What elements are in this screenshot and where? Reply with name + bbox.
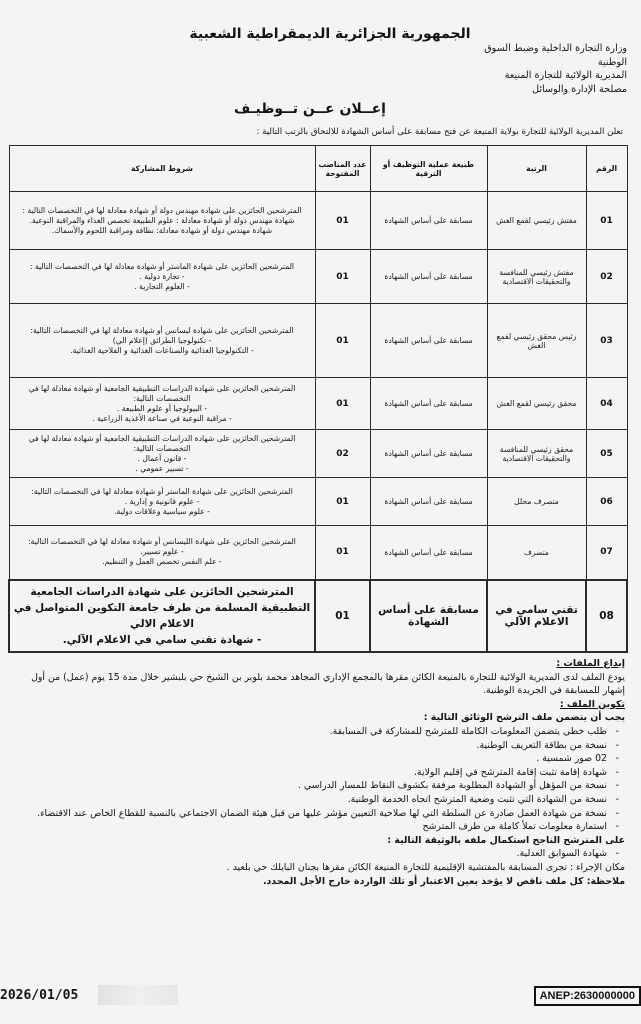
row-method: مسابقة على أساس الشهادة <box>370 580 487 652</box>
row-num: 04 <box>586 378 627 430</box>
deposit-text: يودع الملف لدى المديرية الولائية للتجارة بالمنيعة الكائن مقرها بالمجمع الإداري المجاهد محمد بلوبر بن الشيخ حي بلبشير خلال مدة 15 يوم (عمل) من أول إشهار للمسابقة في الجريدة الوطنية. <box>31 671 625 697</box>
condition-line: المترشحين الحائزين على شهادة الماستر أو شهادة معادلة لها في التخصصات التالية : <box>29 261 295 271</box>
table-row <box>9 192 627 250</box>
condition-line: - العلوم التجارية . <box>134 281 190 291</box>
condition-line: المترشحين الحائزين على شهادة الليسانس أو شهادة معادلة لها في التخصصات التالية: <box>28 537 296 547</box>
row-conditions <box>9 192 315 250</box>
table-row <box>9 430 627 478</box>
row-num: 06 <box>586 478 627 526</box>
organization-block <box>407 42 627 96</box>
row-conditions <box>9 580 315 652</box>
header-rank: الرتبة <box>487 146 586 192</box>
row-method: مسابقة على أساس الشهادة <box>370 250 487 304</box>
org-line: وزارة التجارة الداخلية وضبط السوق <box>484 43 627 54</box>
row-conditions <box>9 378 315 430</box>
condition-line: - قانون أعمال . <box>137 453 187 463</box>
list-item: - 02 صور شمسية . <box>12 752 607 766</box>
condition-line: - علوم قانونية و إدارية . <box>124 496 200 506</box>
row-conditions <box>9 430 315 478</box>
successful-docs-list <box>12 847 625 861</box>
row-rank: متصرف <box>487 526 586 580</box>
venue-text: مكان الإجراء : تجرى المسابقة بالمفتشية الإقليمية للتجارة المنيعة الكائن مقرها بجنان البايلك حي بلعيد . <box>226 861 625 873</box>
announcement-title: إعــلان عــن تــوظيـف <box>234 101 386 117</box>
row-method: مسابقة على أساس الشهادة <box>370 378 487 430</box>
condition-line: شهادة مهندس دولة أو شهادة معادلة : علوم الطبيعة تخصص الغذاء والمراقبة النوعية. <box>29 215 295 225</box>
note-text: ملاحظة: كل ملف ناقص لا يؤخذ بعين الاعتبار أو تلك الواردة خارج الأجل المحدد. <box>262 875 625 887</box>
row-method: مسابقة على أساس الشهادة <box>370 430 487 478</box>
row-method: مسابقة على أساس الشهادة <box>370 478 487 526</box>
recruitment-table <box>8 145 628 653</box>
table-header-row <box>9 146 627 192</box>
condition-line: - البيولوجيا أو علوم الطبيعة . <box>116 403 208 413</box>
condition-line: - التكنولوجيا الغذائية والصناعات الغذائية و الفلاحية الغذائية. <box>70 345 254 355</box>
condition-line: - تسيير عمومي . <box>135 463 189 473</box>
row-conditions <box>9 478 315 526</box>
list-item: - نسخة من شهادة العمل صادرة عن السلطة التي لها صلاحية التعيين مؤشر عليها من قبل هيئة الضمان الاجتماعي بالنسبة للقطاع الخاص عند الاقتضاء. <box>12 807 607 821</box>
table-row <box>9 250 627 304</box>
row-count: 01 <box>315 378 370 430</box>
row-count: 01 <box>315 192 370 250</box>
row-num: 03 <box>586 304 627 378</box>
row-count: 01 <box>315 580 370 652</box>
row-conditions <box>9 250 315 304</box>
row-rank: محقق رئيسي للمنافسة والتحقيقات الاقتصادية <box>487 430 586 478</box>
row-rank: مفتش رئيسي للمنافسة والتحقيقات الاقتصادية <box>487 250 586 304</box>
list-item: - نسخة من الشهادة التي تثبت وضعية المترشح اتجاه الخدمة الوطنية. <box>12 793 607 807</box>
table-row <box>9 580 627 652</box>
table-row <box>9 478 627 526</box>
row-rank: متصرف محلل <box>487 478 586 526</box>
row-count: 02 <box>315 430 370 478</box>
condition-line: - علوم سياسية وعلاقات دولية. <box>114 506 210 516</box>
condition-line: المترشحين الحائزين على شهادة الماستر أو شهادة معادلة لها في التخصصات التالية: <box>31 486 293 496</box>
table-row <box>9 378 627 430</box>
row-conditions <box>9 526 315 580</box>
list-item: - شهادة إقامة تثبت إقامة المترشح في إقليم الولاية. <box>12 766 607 780</box>
row-count: 01 <box>315 526 370 580</box>
row-count: 01 <box>315 250 370 304</box>
list-item: - طلب خطي يتضمن المعلومات الكاملة للمترشح للمشاركة في المسابقة. <box>12 725 607 739</box>
condition-line: - علوم تسيير. <box>140 547 184 557</box>
list-item: - نسخة من بطاقة التعريف الوطنية. <box>12 739 607 753</box>
publication-date: 2026/01/05 <box>0 988 79 1003</box>
republic-title: الجمهورية الجزائرية الديمقراطية الشعبية <box>189 26 471 42</box>
table-row <box>9 304 627 378</box>
successful-heading: على المترشح الناجح استكمال ملفه بالوثيقة التالية : <box>387 834 625 846</box>
row-method: مسابقة على أساس الشهادة <box>370 192 487 250</box>
header-num: الرقم <box>586 146 627 192</box>
row-num: 07 <box>586 526 627 580</box>
condition-line: - شهادة تقني سامي في الاعلام الآلي. <box>62 633 262 646</box>
org-line: المديرية الولائية للتجارة المنيعة <box>504 70 627 82</box>
condition-line: - علم النفس تخصص العمل و التنظيم. <box>102 557 222 567</box>
row-rank: تقني سامي في الاعلام الآلي <box>487 580 586 652</box>
composition-heading: تكوين الملف : <box>559 698 625 710</box>
files-heading: إيداع الملفات : <box>556 658 625 669</box>
org-line: مصلحة الإدارة والوسائل <box>532 83 627 95</box>
condition-line: - تكنولوجيا الطرائق (إعلام الي) <box>112 335 212 345</box>
list-item: - نسخة من المؤهل أو الشهادة المطلوبة مرفقة بكشوف النقاط للمسار الدراسي . <box>12 779 607 793</box>
condition-line: المترشحين الحائزين على شهادة الدراسات الجامعية التطبيقية المسلمة من طرف جامعة التكوين المتواصل في الاعلام الالي <box>13 585 311 630</box>
documents-list <box>12 725 625 834</box>
must-include-text: يجب أن يتضمن ملف الترشح الوثائق التالية : <box>423 712 625 724</box>
condition-line: - مراقبة النوعية في صناعة الأغذية الزراعية . <box>92 413 232 423</box>
anep-reference: ANEP:2630000000 <box>534 986 641 1006</box>
row-num: 05 <box>586 430 627 478</box>
row-count: 01 <box>315 478 370 526</box>
row-rank: محقق رئيسي لقمع الغش <box>487 378 586 430</box>
condition-line: - تجارة دولية . <box>139 271 185 281</box>
table-row <box>9 526 627 580</box>
row-count: 01 <box>315 304 370 378</box>
smudge <box>98 985 178 1005</box>
header-conditions: شروط المشاركة <box>9 146 315 192</box>
files-section <box>12 657 625 888</box>
row-num: 02 <box>586 250 627 304</box>
intro-text: تعلن المديرية الولائية للتجارة بولاية المنيعة عن فتح مسابقة على أساس الشهادة للالتحاق بالرتب التالية : <box>256 127 623 137</box>
condition-line: شهادة مهندس دولة أو شهادة معادلة: نظافة ومراقبة اللحوم والأسماك. <box>51 225 273 235</box>
header-count: عدد المناصب المفتوحة <box>315 146 370 192</box>
condition-line: المترشحين الحائزين على شهادة ليسانس أو شهادة معادلة لها في التخصصات التالية: <box>30 325 294 335</box>
org-line: الوطنية <box>597 56 627 68</box>
list-item: - استمارة معلومات تملأ كاملة من طرف المترشح <box>12 820 607 834</box>
row-num: 01 <box>586 192 627 250</box>
row-method: مسابقة على أساس الشهادة <box>370 526 487 580</box>
condition-line: المترشحين الحائزين على شهادة الدراسات التطبيقية الجامعية أو شهادة معادلة لها في التخصصات التالية: <box>28 383 296 403</box>
row-method: مسابقة على أساس الشهادة <box>370 304 487 378</box>
header-method: طبيعة عملية التوظيف أو الترقية <box>370 146 487 192</box>
row-rank: رئيس محقق رئيسي لقمع الغش <box>487 304 586 378</box>
row-num: 08 <box>586 580 627 652</box>
list-item: - شهادة السوابق العدلية. <box>12 847 607 861</box>
condition-line: المترشحين الحائزين على شهادة مهندس دولة أو شهادة معادلة لها في التخصصات التالية : <box>22 205 302 215</box>
row-rank: مفتش رئيسي لقمع الغش <box>487 192 586 250</box>
condition-line: المترشحين الحائزين على شهادة الدراسات التطبيقية الجامعية أو شهادة معادلة لها في التخصصات التالية: <box>28 433 296 453</box>
row-conditions <box>9 304 315 378</box>
